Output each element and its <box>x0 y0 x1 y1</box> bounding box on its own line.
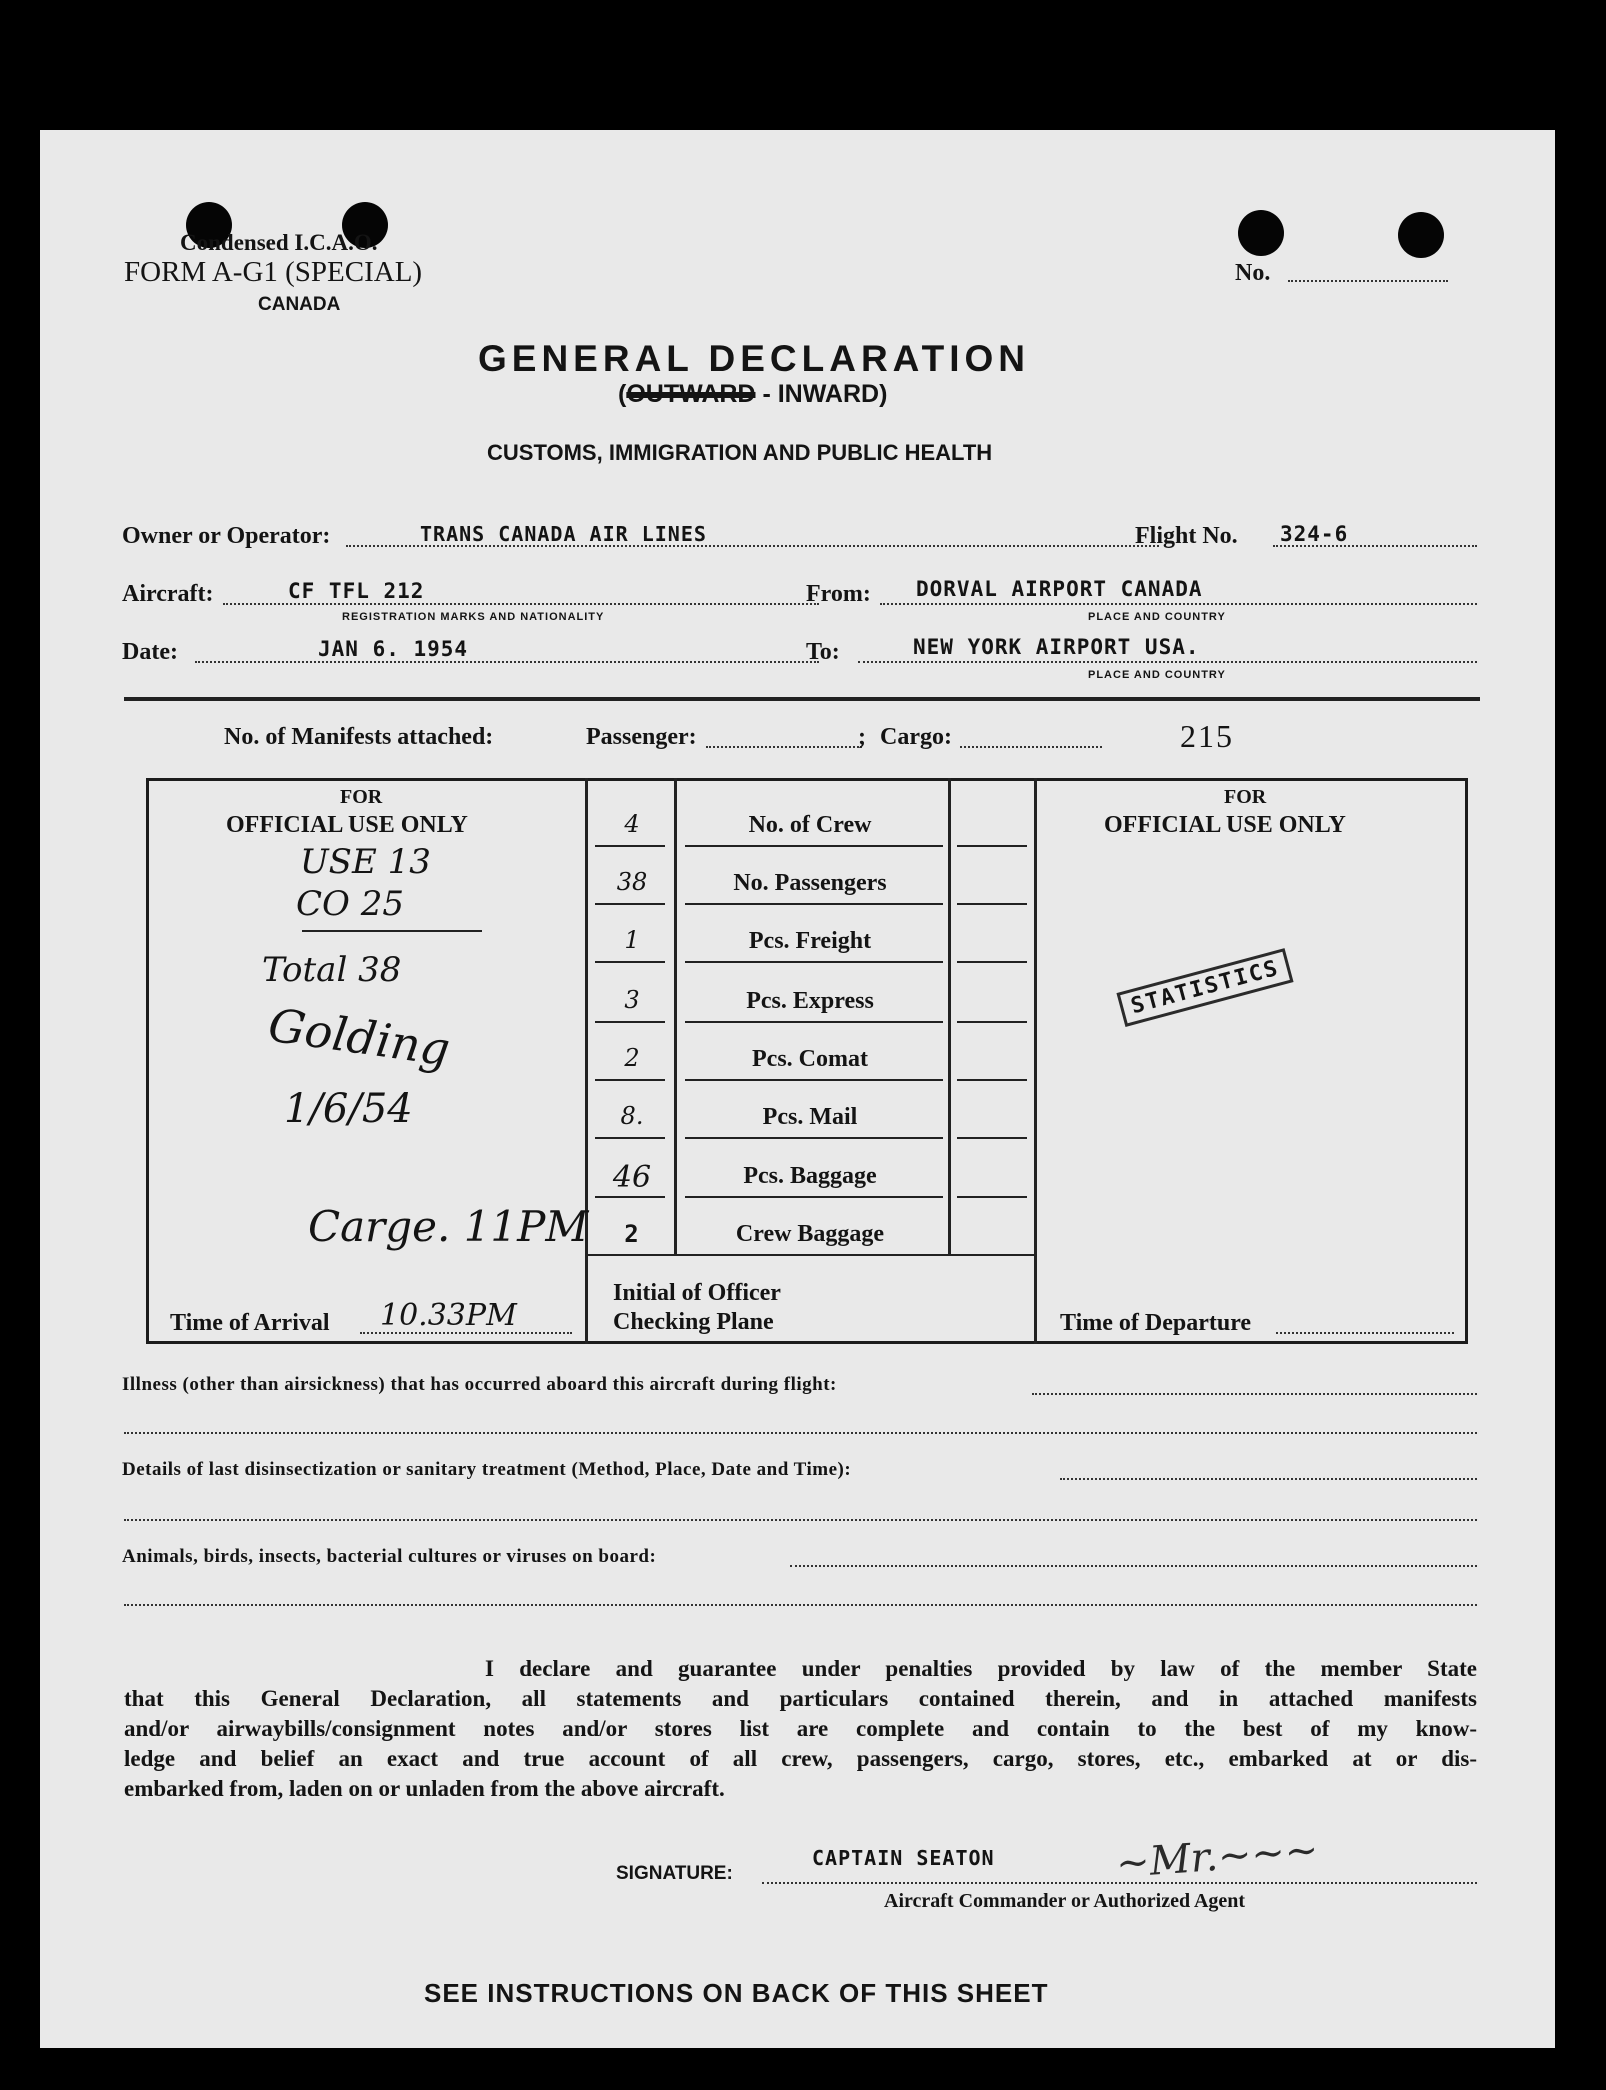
row-line <box>685 845 943 847</box>
row-baggage: Pcs. Baggage <box>743 1163 877 1189</box>
to-field-line <box>858 661 1477 663</box>
crew-baggage-count[interactable]: 2 <box>624 1220 640 1248</box>
declaration-line: I declare and guarantee under penalties provided by law of the member State <box>485 1656 1477 1681</box>
form-number-field[interactable] <box>1288 280 1448 282</box>
declaration-line: embarked from, laden on or unladen from the above aircraft. <box>124 1776 725 1801</box>
handwritten-signature: ~Mr.~~~ <box>1114 1826 1320 1888</box>
row-line <box>585 1254 1037 1256</box>
signature-name: CAPTAIN SEATON <box>812 1846 995 1870</box>
row-line <box>685 961 943 963</box>
express-count[interactable]: 3 <box>624 986 640 1014</box>
from-field-line <box>880 603 1477 605</box>
manifests-label: No. of Manifests attached: <box>224 724 494 750</box>
illness-question: Illness (other than airsickness) that has occurred aboard this aircraft during flight: <box>122 1374 837 1395</box>
owner-label: Owner or Operator: <box>122 523 331 549</box>
date-field-line <box>195 661 819 663</box>
table-divider <box>585 778 588 1344</box>
row-line <box>595 961 665 963</box>
outward-struck: OUTWARD <box>626 380 756 408</box>
footer-instructions: SEE INSTRUCTIONS ON BACK OF THIS SHEET <box>424 1978 1049 2008</box>
form-number-label: No. <box>1235 260 1271 286</box>
initial-label-1: Initial of Officer <box>613 1280 781 1306</box>
left-for-label: FOR <box>340 786 383 808</box>
table-divider <box>1034 778 1037 1344</box>
row-line <box>595 903 665 905</box>
row-freight: Pcs. Freight <box>748 928 872 954</box>
arrival-label: Time of Arrival <box>170 1310 330 1336</box>
initial-label-2: Checking Plane <box>613 1309 774 1335</box>
row-line <box>957 1079 1027 1081</box>
row-line <box>595 845 665 847</box>
signature-caption: Aircraft Commander or Authorized Agent <box>884 1890 1246 1912</box>
departure-field-line[interactable] <box>1276 1332 1454 1334</box>
to-value[interactable]: NEW YORK AIRPORT USA. <box>913 635 1200 659</box>
right-for-label: FOR <box>1224 786 1267 808</box>
section-divider <box>124 697 1480 701</box>
flight-label: Flight No. <box>1135 523 1238 549</box>
cargo-manifest-label: Cargo: <box>880 724 952 750</box>
inward-label: - INWARD) <box>762 380 888 408</box>
open-paren: ( <box>618 380 627 408</box>
statistics-stamp: STATISTICS <box>1116 948 1294 1027</box>
row-line <box>685 1079 943 1081</box>
cargo-manifest-field[interactable] <box>960 746 1102 748</box>
manifest-separator: ; <box>858 724 866 750</box>
form-code-line2: FORM A-G1 (SPECIAL) <box>124 256 423 288</box>
from-caption: PLACE AND COUNTRY <box>1088 611 1226 623</box>
table-divider <box>674 778 677 1256</box>
direction-line <box>618 380 887 409</box>
aircraft-value[interactable]: CF TFL 212 <box>288 579 425 603</box>
passenger-manifest-label: Passenger: <box>586 724 697 750</box>
declaration-line: and/or airwaybills/consignment notes and/or stores list are complete and contain to the best of my know- <box>124 1716 1477 1741</box>
row-crew: No. of Crew <box>748 812 872 838</box>
row-line <box>685 903 943 905</box>
row-line <box>957 1137 1027 1139</box>
comat-count[interactable]: 2 <box>624 1044 640 1072</box>
date-label: Date: <box>122 639 178 665</box>
row-crew-baggage: Crew Baggage <box>735 1221 885 1247</box>
to-label: To: <box>806 639 840 665</box>
row-line <box>957 845 1027 847</box>
row-passengers: No. Passengers <box>733 870 887 896</box>
aircraft-field-line <box>223 603 819 605</box>
date-value[interactable]: JAN 6. 1954 <box>318 637 469 661</box>
passenger-manifest-field[interactable] <box>706 746 862 748</box>
punch-hole <box>1398 212 1444 258</box>
disinsect-field-line[interactable] <box>1060 1478 1477 1480</box>
declaration-line: that this General Declaration, all statements and particulars contained therein, and in attached manifests <box>124 1686 1477 1711</box>
row-line <box>957 903 1027 905</box>
page-subtitle: CUSTOMS, IMMIGRATION AND PUBLIC HEALTH <box>487 440 993 465</box>
handwritten-date: 1/6/54 <box>284 1086 413 1132</box>
row-line <box>685 1137 943 1139</box>
row-line <box>685 1021 943 1023</box>
freight-count[interactable]: 1 <box>624 926 640 954</box>
form-sheet <box>40 130 1555 2048</box>
crew-count[interactable]: 4 <box>624 810 640 838</box>
from-value[interactable]: DORVAL AIRPORT CANADA <box>916 577 1203 601</box>
animals-field-line[interactable] <box>790 1565 1477 1567</box>
signature-label: SIGNATURE: <box>616 1863 733 1884</box>
officer-signature: Golding <box>265 997 454 1077</box>
handwritten-note: USE 13 <box>300 842 431 882</box>
row-line <box>685 1196 943 1198</box>
right-official-label: OFFICIAL USE ONLY <box>1104 812 1346 838</box>
handwritten-underline <box>302 930 482 932</box>
handwritten-note: CO 25 <box>296 884 404 924</box>
arrival-value[interactable]: 10.33PM <box>380 1298 517 1333</box>
disinsect-field-line-2[interactable] <box>124 1519 1477 1521</box>
row-line <box>595 1196 665 1198</box>
row-mail: Pcs. Mail <box>762 1104 858 1130</box>
aircraft-label: Aircraft: <box>122 581 214 607</box>
form-code-line1: Condensed I.C.A.O. <box>180 230 378 255</box>
row-line <box>957 1021 1027 1023</box>
from-label: From: <box>806 581 871 607</box>
declaration-line: ledge and belief an exact and true account of all crew, passengers, cargo, stores, etc., embarked at or dis- <box>124 1746 1477 1771</box>
row-line <box>957 1196 1027 1198</box>
page-title: GENERAL DECLARATION <box>478 338 1031 379</box>
manifest-number: 215 <box>1180 718 1234 754</box>
animals-field-line-2[interactable] <box>124 1604 1477 1606</box>
row-line <box>957 961 1027 963</box>
departure-label: Time of Departure <box>1060 1310 1252 1336</box>
to-caption: PLACE AND COUNTRY <box>1088 669 1226 681</box>
handwritten-note: Carge. 11PM <box>308 1202 589 1251</box>
owner-value[interactable]: TRANS CANADA AIR LINES <box>420 522 707 546</box>
illness-field-line[interactable] <box>1032 1393 1477 1395</box>
illness-field-line-2[interactable] <box>124 1432 1477 1434</box>
passengers-count[interactable]: 38 <box>616 868 648 896</box>
disinsect-question: Details of last disinsectization or sanitary treatment (Method, Place, Date and Time): <box>122 1459 852 1480</box>
animals-question: Animals, birds, insects, bacterial cultures or viruses on board: <box>122 1546 657 1567</box>
flight-value[interactable]: 324-6 <box>1280 522 1349 546</box>
table-divider <box>948 778 951 1256</box>
row-line <box>595 1021 665 1023</box>
punch-hole <box>1238 210 1284 256</box>
left-official-label: OFFICIAL USE ONLY <box>226 812 468 838</box>
row-express: Pcs. Express <box>746 988 874 1014</box>
baggage-count[interactable]: 46 <box>612 1160 652 1195</box>
row-comat: Pcs. Comat <box>752 1046 868 1072</box>
form-country: CANADA <box>258 294 341 315</box>
row-line <box>595 1137 665 1139</box>
handwritten-total: Total 38 <box>262 950 402 990</box>
row-line <box>595 1079 665 1081</box>
aircraft-caption: REGISTRATION MARKS AND NATIONALITY <box>342 611 605 623</box>
mail-count[interactable]: 8. <box>620 1102 644 1130</box>
